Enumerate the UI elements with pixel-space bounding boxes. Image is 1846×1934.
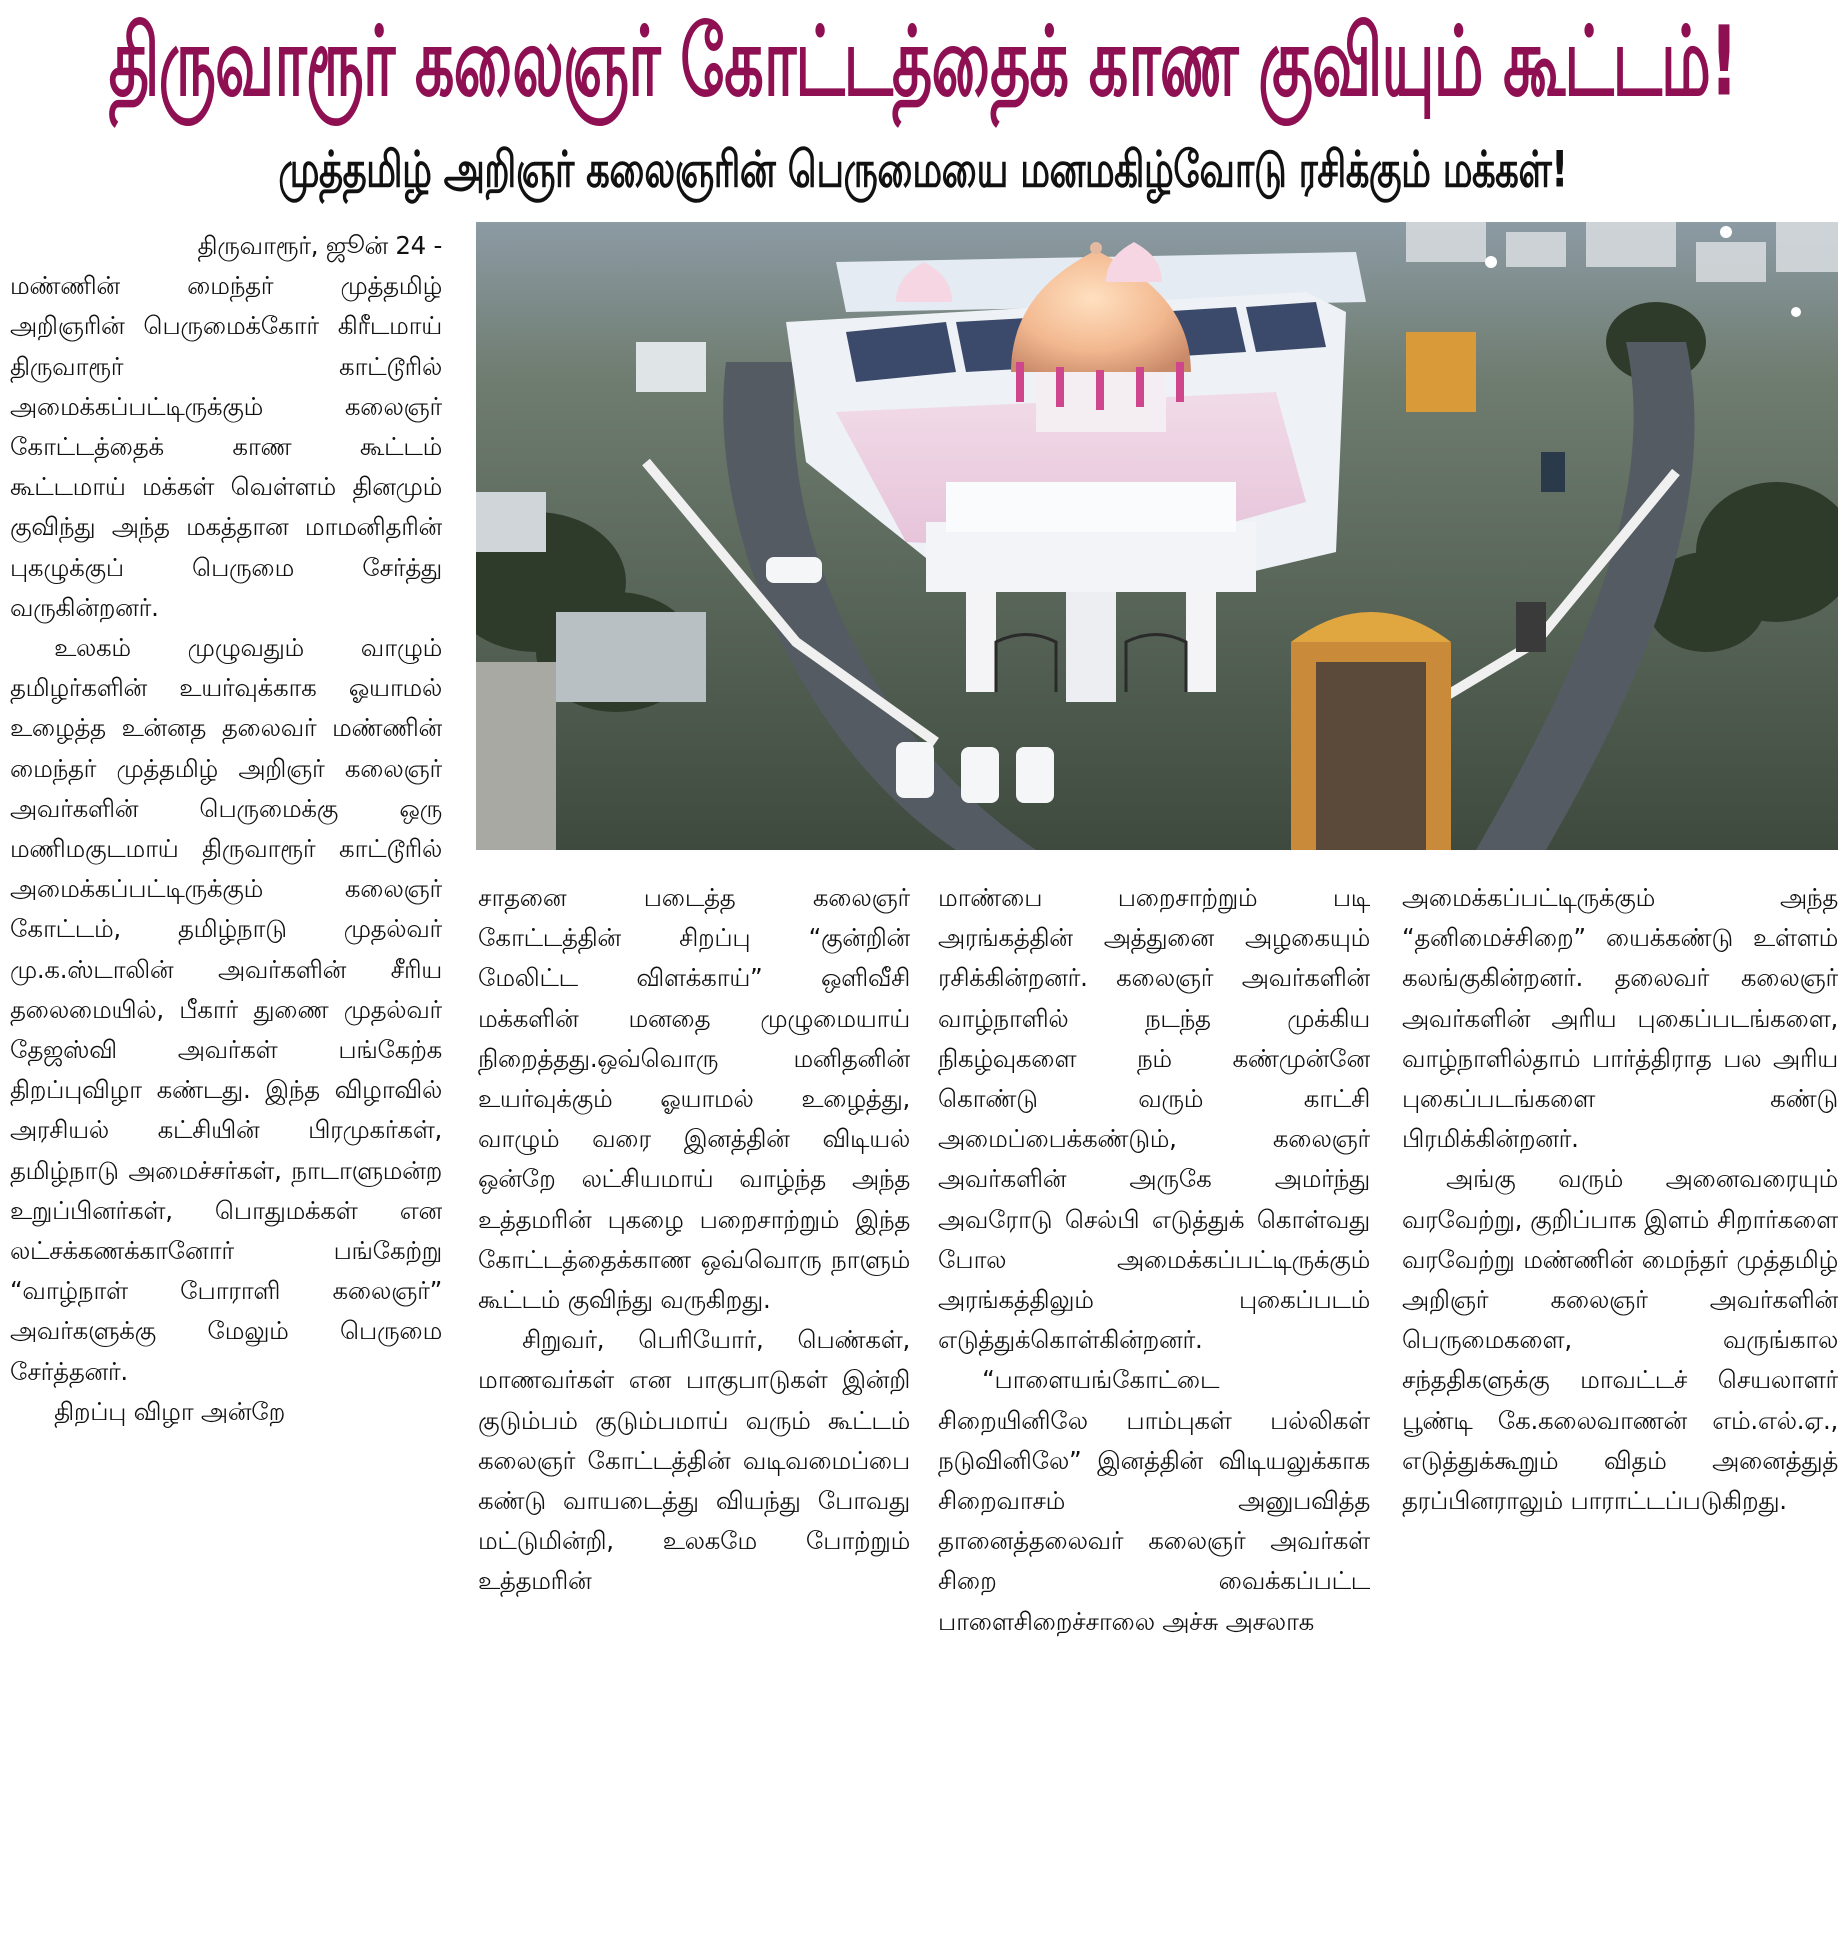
article-column-3 — [938, 878, 1370, 1928]
article-column-4 — [1402, 878, 1838, 1928]
column-2-paragraph-1: சாதனை படைத்த கலைஞர் கோட்டத்தின் சிறப்பு “குன்றின் மேலிட்ட விளக்காய்” ஒளிவீசி மக்களின் மனதை முழுமையாய் நிறைத்தது.ஒவ்வொரு மனிதனின் உயர்வுக்கும் ஓயாமல் உழைத்து, வாழும் வரை இனத்தின் விடியல் ஒன்றே லட்சியமாய் வாழ்ந்த அந்த உத்தமரின் புகழை பறைசாற்றும் இந்த கோட்டத்தைக்காண ஒவ்வொரு நாளும் கூட்டம் குவிந்து வருகிறது. — [478, 883, 910, 1315]
column-4-paragraph-2: அங்கு வரும் அனைவரையும் வரவேற்று, குறிப்பாக இளம் சிறார்களை வரவேற்று மண்ணின் மைந்தர் முத்தமிழ் அறிஞர் கலைஞர் அவர்களின் பெருமைகளை, வருங்கால சந்ததிகளுக்கு மாவட்டச் செயலாளர் பூண்டி கே.கலைவாணன் எம்.எல்.ஏ., எடுத்துக்கூறும் விதம் அனைத்துத் தரப்பினராலும் பாராட்டப்படுகிறது. — [1402, 1164, 1838, 1516]
article-column-1 — [10, 226, 442, 1926]
article-column-2 — [478, 878, 910, 1928]
dateline: திருவாரூர், ஜூன் 24 - — [197, 231, 442, 260]
subheadline: முத்தமிழ் அறிஞர் கலைஞரின் பெருமையை மனமகிழ்வோடு ரசிக்கும் மக்கள்! — [278, 140, 1568, 199]
column-2-paragraph-2: சிறுவர், பெரியோர், பெண்கள், மாணவர்கள் என பாகுபாடுகள் இன்றி குடும்பம் குடும்பமாய் வரும் கூட்டம் கலைஞர் கோட்டத்தின் வடிவமைப்பை கண்டு வாயடைத்து வியந்து போவது மட்டுமின்றி, உலகமே போற்றும் உத்தமரின் — [478, 1325, 910, 1596]
column-4-paragraph-1: அமைக்கப்பட்டிருக்கும் அந்த “தனிமைச்சிறை” யைக்கண்டு உள்ளம் கலங்குகின்றனர். தலைவர் கலைஞர் அவர்களின் அரிய புகைப்படங்களை, வாழ்நாளில்தாம் பார்த்திராத பல அரிய புகைப்படங்களை கண்டு பிரமிக்கின்றனர். — [1402, 883, 1838, 1154]
column-1-paragraph-2: உலகம் முழுவதும் வாழும் தமிழர்களின் உயர்வுக்காக ஓயாமல் உழைத்த உன்னத தலைவர் மண்ணின் மைந்தர் முத்தமிழ் அறிஞர் கலைஞர் அவர்களின் பெருமைக்கு ஒரு மணிமகுடமாய் திருவாரூர் காட்டூரில் அமைக்கப்பட்டிருக்கும் கலைஞர் கோட்டம், தமிழ்நாடு முதல்வர் மு.க.ஸ்டாலின் அவர்களின் சீரிய தலைமையில், பீகார் துணை முதல்வர் தேஜஸ்வி அவர்கள் பங்கேற்க திறப்புவிழா கண்டது. இந்த விழாவில் அரசியல் கட்சியின் பிரமுகர்கள், தமிழ்நாடு அமைச்சர்கள், நாடாளுமன்ற உறுப்பினர்கள், பொதுமக்கள் என லட்சக்கணக்கானோர் பங்கேற்று “வாழ்நாள் போராளி கலைஞர்” அவர்களுக்கு மேலும் பெருமை சேர்த்தனர். — [10, 633, 442, 1386]
headline: திருவாரூர் கலைஞர் கோட்டத்தைக் காண குவியும் கூட்டம்! — [108, 4, 1738, 118]
column-1-paragraph-1: மண்ணின் மைந்தர் முத்தமிழ் அறிஞரின் பெருமைக்கோர் கிரீடமாய் திருவாரூர் காட்டூரில் அமைக்கப்பட்டிருக்கும் கலைஞர் கோட்டத்தைக் காண கூட்டம் கூட்டமாய் மக்கள் வெள்ளம் தினமும் குவிந்து அந்த மகத்தான மாமனிதரின் புகழுக்குப் பெருமை சேர்த்து வருகின்றனர். — [10, 271, 442, 622]
column-3-paragraph-2: “பாளையங்கோட்டை சிறையினிலே பாம்புகள் பல்லிகள் நடுவினிலே” இனத்தின் விடியலுக்காக சிறைவாசம் அனுபவித்த தானைத்தலைவர் கலைஞர் அவர்கள் சிறை வைக்கப்பட்ட பாளைசிறைச்சாலை அச்சு அசலாக — [938, 1365, 1370, 1636]
column-1-paragraph-3: திறப்பு விழா அன்றே — [54, 1396, 286, 1426]
kalaignar-kottam-aerial-photo — [476, 222, 1838, 850]
column-3-paragraph-1: மாண்பை பறைசாற்றும் படி அரங்கத்தின் அத்துனை அழகையும் ரசிக்கின்றனர். கலைஞர் அவர்களின் வாழ்நாளில் நடந்த முக்கிய நிகழ்வுகளை நம் கண்முன்னே கொண்டு வரும் காட்சி அமைப்பைக்கண்டும், கலைஞர் அவர்களின் அருகே அமர்ந்து அவரோடு செல்பி எடுத்துக் கொள்வது போல அமைக்கப்பட்டிருக்கும் அரங்கத்திலும் புகைப்படம் எடுத்துக்கொள்கின்றனர். — [938, 883, 1370, 1355]
